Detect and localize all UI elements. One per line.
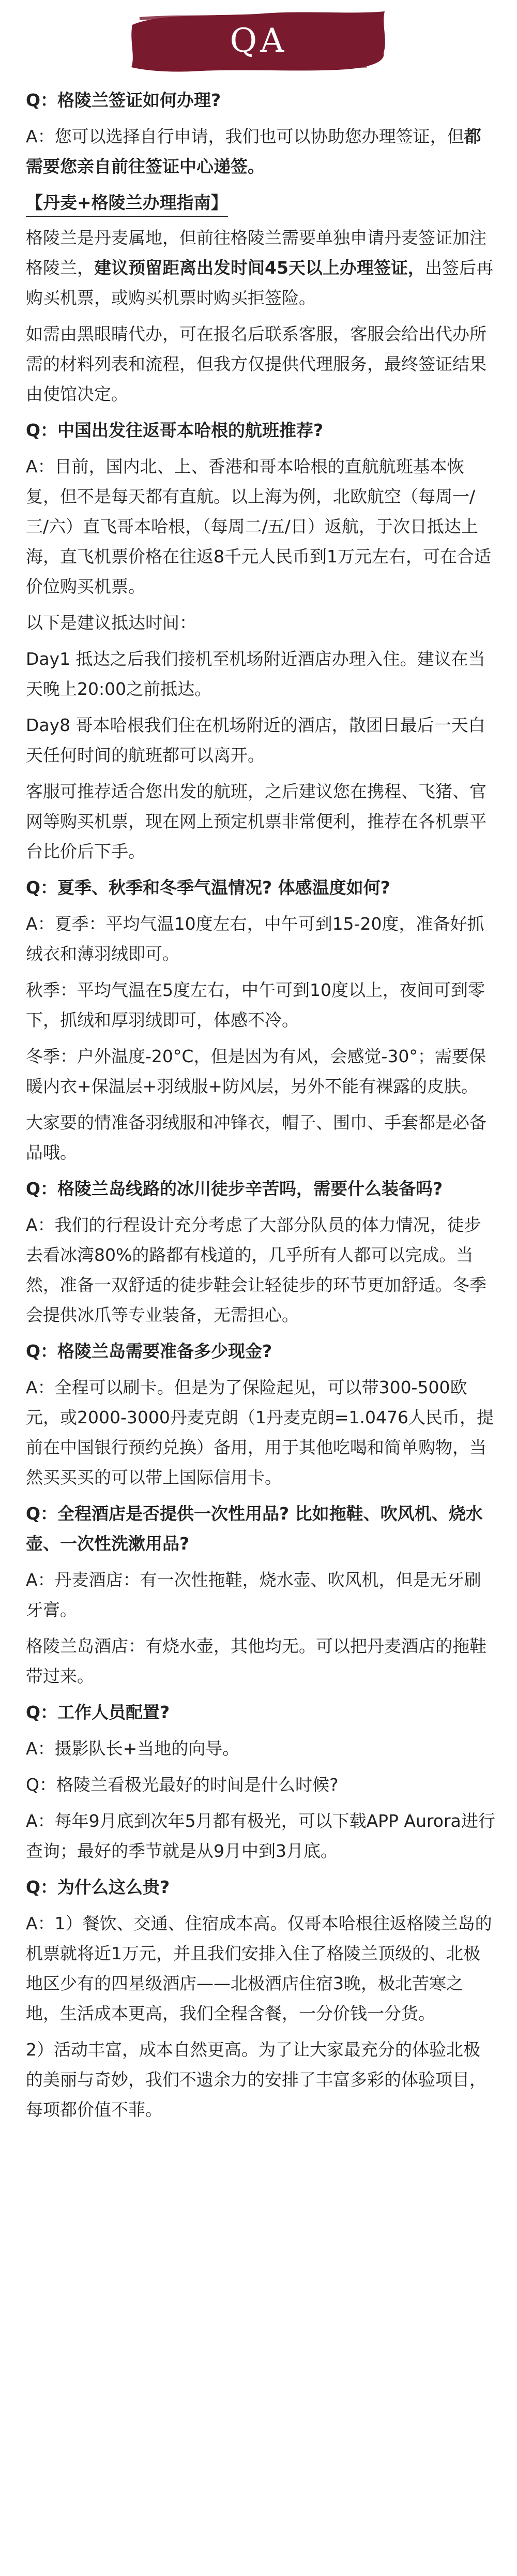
guide-text: 格陵兰是丹麦属地，但前往格陵兰需要单独申请丹麦签证加注格陵兰，: [26, 228, 486, 278]
section-title-visa-guide: 【丹麦+格陵兰办理指南】: [26, 190, 228, 217]
guide-paragraph-2: 如需由黑眼睛代办，可在报名后联系客服，客服会给出代办所需的材料列表和流程，但我方仅提供代理服务，最终签证结果由使馆决定。: [26, 324, 486, 404]
question-visa: Q：格陵兰签证如何办理?: [26, 90, 221, 110]
answer-weather-summer: A：夏季：平均气温10度左右，中午可到15-20度，准备好抓绒衣和薄羽绒即可。: [26, 914, 484, 964]
question-weather: Q：夏季、秋季和冬季气温情况? 体感温度如何?: [26, 877, 390, 898]
question-cash: Q：格陵兰岛需要准备多少现金?: [26, 1341, 272, 1361]
answer-flights-day8: Day8 哥本哈根我们住在机场附近的酒店，散团日最后一天白天任何时间的航班都可以离开。: [26, 715, 485, 765]
question-aurora: Q：格陵兰看极光最好的时间是什么时候?: [26, 1775, 339, 1795]
answer-staff: A：摄影队长+当地的向导。: [26, 1738, 240, 1759]
guide-paragraph-1: [26, 223, 496, 313]
question-hotel-amenities: Q：全程酒店是否提供一次性用品? 比如拖鞋、吹风机、烧水壶、一次性洗漱用品?: [26, 1503, 483, 1554]
answer-weather-gear: 大家要的情准备羽绒服和冲锋衣，帽子、围巾、手套都是必备品哦。: [26, 1112, 486, 1163]
answer-visa-text: A：您可以选择自行申请，我们也可以协助您办理签证，但: [26, 126, 464, 146]
answer-cash: A：全程可以刷卡。但是为了保险起见，可以带300-500欧元，或2000-3000丹麦克朗（1丹麦克朗=1.0476人民币，提前在中国银行预约兑换）备用，用于其他吃喝和简单购物，当然买买买的可以带上国际信用卡。: [26, 1377, 494, 1487]
question-hiking: Q：格陵兰岛线路的冰川徒步辛苦吗，需要什么装备吗?: [26, 1179, 443, 1199]
answer-visa-emphasis: 都需要您亲自前往签证中心递签。: [26, 126, 481, 176]
answer-price-activities: 2）活动丰富，成本自然更高。为了让大家最充分的体验北极的美丽与奇妙，我们不遗余力的安排了丰富多彩的体验项目，每项都价值不菲。: [26, 2039, 486, 2120]
question-staff: Q：工作人员配置?: [26, 1702, 170, 1722]
answer-visa: [26, 122, 496, 182]
answer-flights: A：目前，国内北、上、香港和哥本哈根的直航航班基本恢复，但不是每天都有直航。以上海为例，北欧航空（每周一/三/六）直飞哥本哈根，（每周二/五/日）返航，于次日抵达上海，直飞机票价格在往返8千元人民币到1万元左右，可在合适价位购买机票。: [26, 456, 491, 597]
guide-emphasis: 建议预留距离出发时间45天以上办理签证，: [94, 258, 425, 278]
answer-flights-day1: Day1 抵达之后我们接机至机场附近酒店办理入住。建议在当天晚上20:00之前抵达。: [26, 649, 485, 699]
qa-content: [26, 85, 496, 2131]
guide-text-tail: 出签后再购买机票，或购买机票时购买拒签险。: [26, 258, 493, 308]
answer-hiking: A：我们的行程设计充分考虑了大部分队员的体力情况，徒步去看冰湾80%的路都有栈道的，几乎所有人都可以完成。当然，准备一双舒适的徒步鞋会让轻徒步的环节更加舒适。冬季会提供冰爪等专业装备，无需担心。: [26, 1215, 486, 1325]
answer-price-costs: A：1）餐饮、交通、住宿成本高。仅哥本哈根往返格陵兰岛的机票就将近1万元，并且我们安排入住了格陵兰顶级的、北极地区少有的四星级酒店——北极酒店住宿3晚，极北苦寒之地，生活成本更高，我们全程含餐，一分价钱一分货。: [26, 1913, 492, 2023]
question-flights: Q：中国出发往返哥本哈根的航班推荐?: [26, 420, 324, 440]
answer-flights-arrival-intro: 以下是建议抵达时间：: [26, 613, 196, 633]
question-price: Q：为什么这么贵?: [26, 1877, 170, 1897]
answer-aurora: A：每年9月底到次年5月都有极光，可以下载APP Aurora进行查询；最好的季节就是从9月中到3月底。: [26, 1811, 495, 1861]
answer-hotel-denmark: A：丹麦酒店：有一次性拖鞋，烧水壶、吹风机，但是无牙刷牙膏。: [26, 1570, 481, 1620]
qa-banner: [129, 9, 388, 72]
answer-weather-winter: 冬季：户外温度-20°C，但是因为有风，会感觉-30°；需要保暖内衣+保温层+羽绒服+防风层，另外不能有裸露的皮肤。: [26, 1046, 486, 1096]
answer-weather-autumn: 秋季：平均气温在5度左右，中午可到10度以上，夜间可到零下，抓绒和厚羽绒即可，体感不冷。: [26, 980, 485, 1030]
page-title: QA: [230, 22, 287, 60]
answer-flights-booking: 客服可推荐适合您出发的航班，之后建议您在携程、飞猪、官网等购买机票，现在网上预定机票非常便利，推荐在各机票平台比价后下手。: [26, 781, 486, 861]
answer-hotel-greenland: 格陵兰岛酒店：有烧水壶，其他均无。可以把丹麦酒店的拖鞋带过来。: [26, 1636, 486, 1686]
